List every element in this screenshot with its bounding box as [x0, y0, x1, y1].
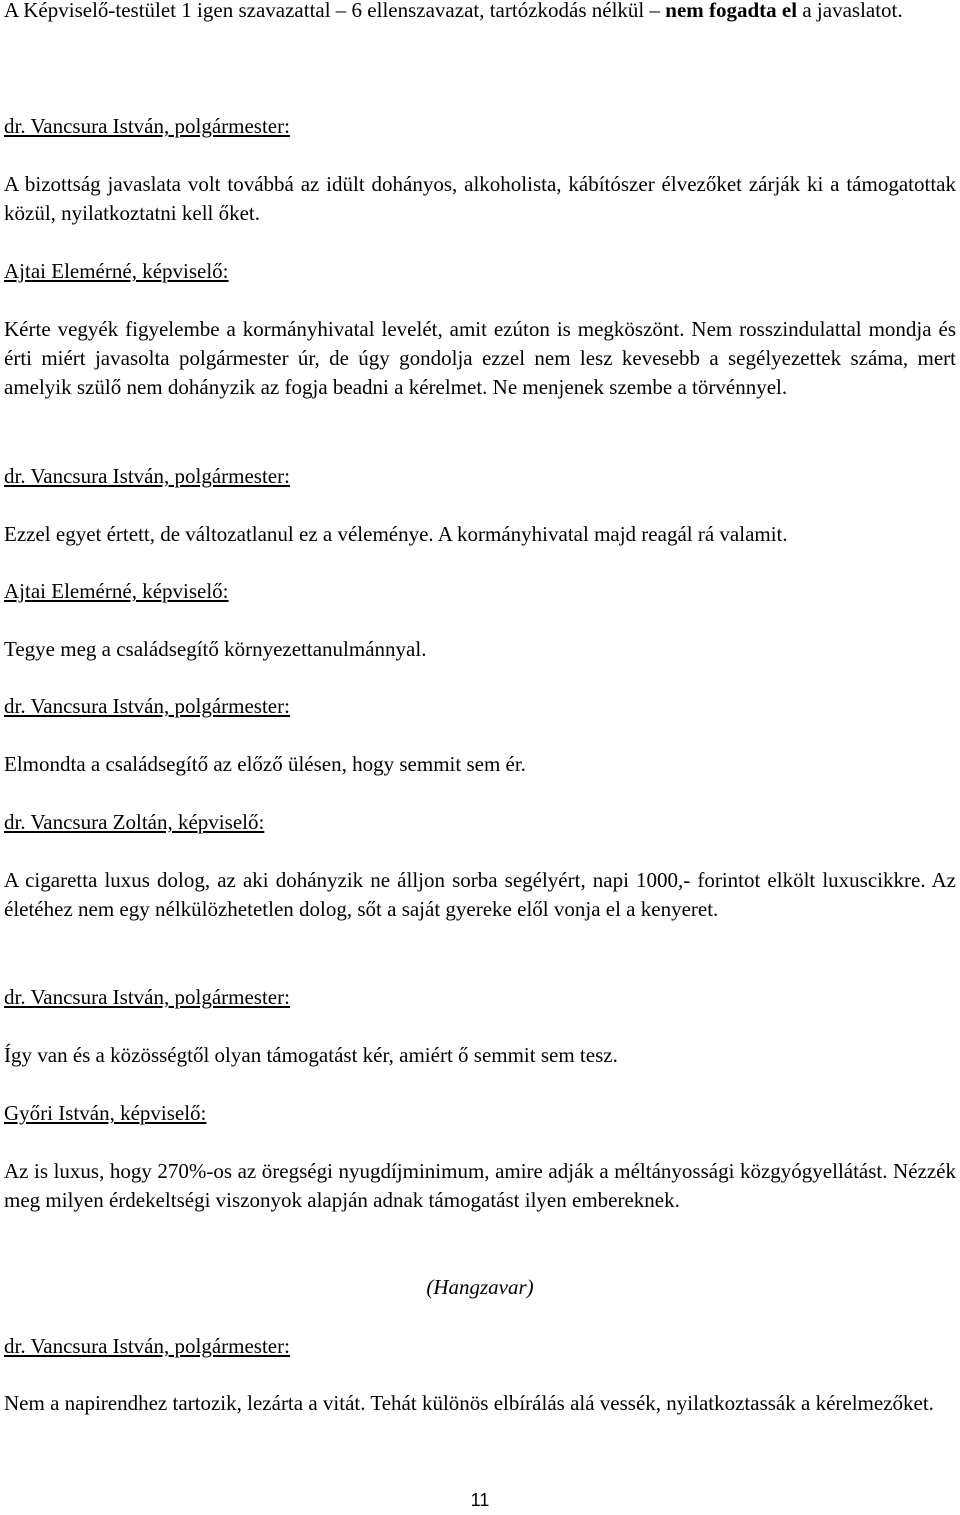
speaker-label: dr. Vancsura István, polgármester: — [4, 114, 290, 138]
speaker-label: Győri István, képviselő: — [4, 1101, 207, 1125]
speech-paragraph: Kérte vegyék figyelembe a kormányhivatal levelét, amit ezúton is megköszönt. Nem rosszindulattal mondja és érti miért javasolta polgármester úr, de úgy gondolja ezzel nem lesz kevesebb a segélyezettek száma, mert amelyik szülő nem dohányzik az fogja beadni a kérelmet. Ne menjenek szembe a törvénnyel. — [4, 317, 956, 399]
speech-paragraph: Nem a napirendhez tartozik, lezárta a vitát. Tehát különös elbírálás alá vessék, nyilatkoztassák a kérelmezőket. — [4, 1391, 934, 1415]
page-number: 11 — [470, 1490, 490, 1510]
speaker-label: dr. Vancsura István, polgármester: — [4, 985, 290, 1009]
speech-paragraph: Így van és a közösségtől olyan támogatást kér, amiért ő semmit sem tesz. — [4, 1043, 618, 1067]
speech-paragraph: A bizottság javaslata volt továbbá az idült dohányos, alkoholista, kábítószer élvezőket zárják ki a támogatottak közül, nyilatkoztatni kell őket. — [4, 172, 956, 225]
speaker-label: Ajtai Elemérné, képviselő: — [4, 259, 229, 283]
speaker-label: dr. Vancsura Zoltán, képviselő: — [4, 810, 265, 834]
speech-paragraph: Tegye meg a családsegítő környezettanulmánnyal. — [4, 637, 427, 661]
speech-paragraph: Ezzel egyet értett, de változatlanul ez a véleménye. A kormányhivatal majd reagál rá valamit. — [4, 522, 788, 546]
speaker-label: dr. Vancsura István, polgármester: — [4, 464, 290, 488]
vote-result-text-start: A Képviselő-testület 1 igen szavazattal – 6 ellenszavazat, tartózkodás nélkül – — [4, 0, 666, 22]
speech-paragraph: Az is luxus, hogy 270%-os az öregségi nyugdíjminimum, amire adják a méltányossági közgyógyellátást. Nézzék meg milyen érdekeltségi viszonyok alapján adnak támogatást ilyen embereknek. — [4, 1159, 956, 1212]
vote-result-bold: nem fogadta el — [665, 0, 798, 22]
noise-note: (Hangzavar) — [426, 1275, 534, 1299]
vote-result-paragraph — [4, 0, 956, 25]
speaker-label: Ajtai Elemérné, képviselő: — [4, 579, 229, 603]
speech-paragraph: A cigaretta luxus dolog, az aki dohányzik ne álljon sorba segélyért, napi 1000,- forintot elkölt luxuscikkre. Az életéhez nem egy nélkülözhetetlen dolog, sőt a saját gyereke elől vonja el a kenyeret. — [4, 868, 956, 921]
vote-result-text-end: a javaslatot. — [797, 0, 903, 22]
speaker-label: dr. Vancsura István, polgármester: — [4, 694, 290, 718]
speech-paragraph: Elmondta a családsegítő az előző ülésen, hogy semmit sem ér. — [4, 752, 526, 776]
speaker-label: dr. Vancsura István, polgármester: — [4, 1334, 290, 1358]
